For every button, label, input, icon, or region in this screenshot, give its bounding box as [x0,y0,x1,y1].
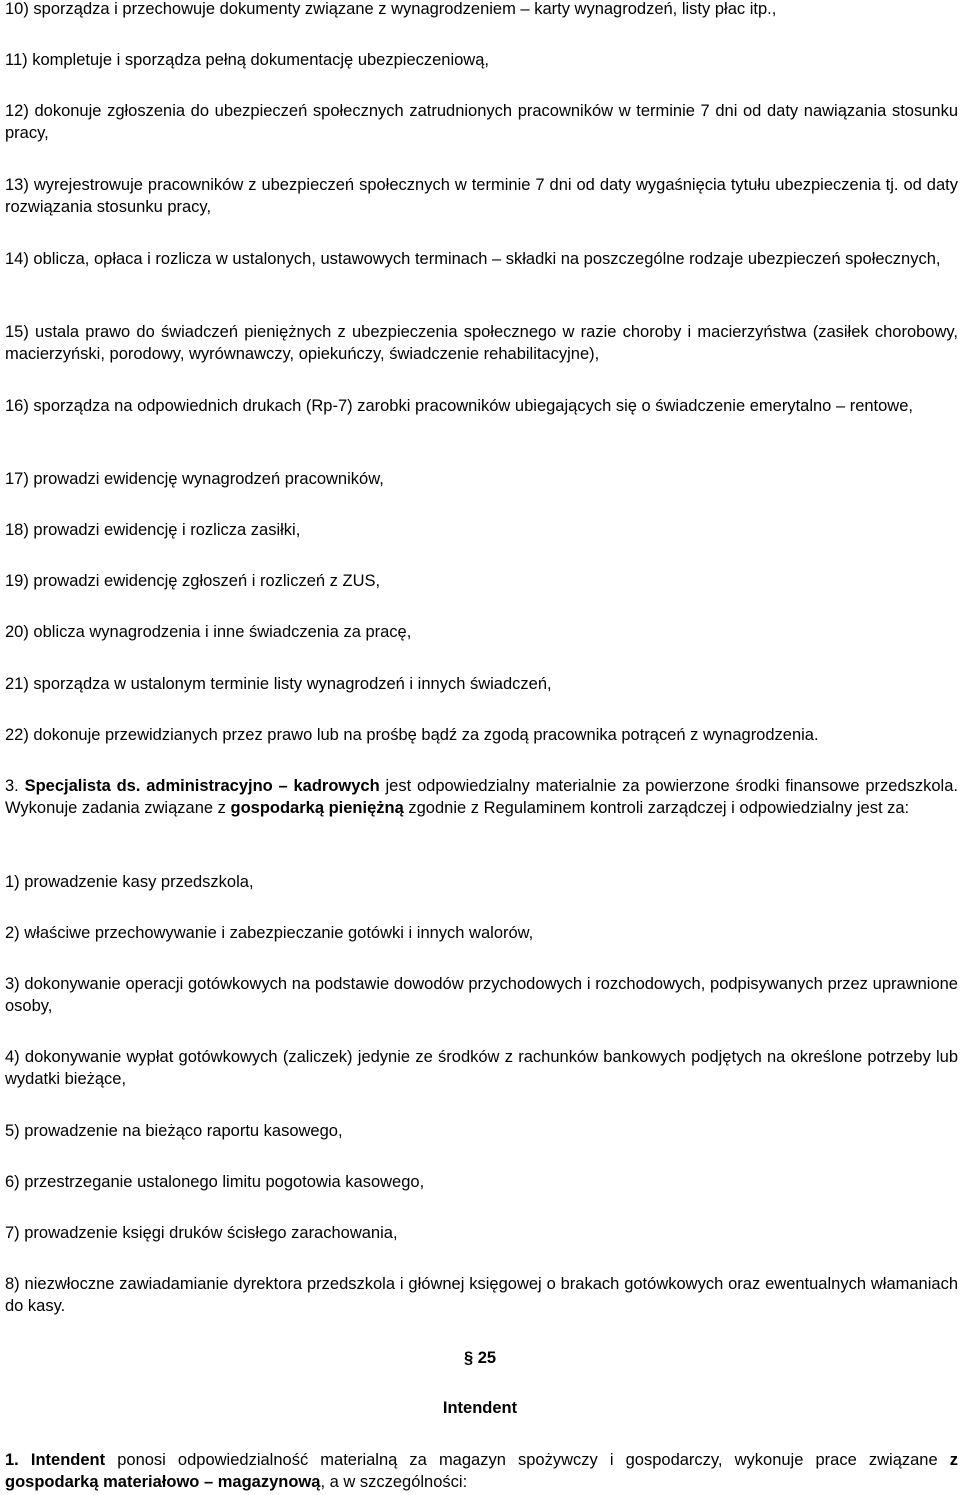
list-item: 19) prowadzi ewidencję zgłoszeń i rozliczeń z ZUS, [5,572,381,590]
duty-item: 3) dokonywanie operacji gotówkowych na podstawie dowodów przychodowych i rozchodowych, podpisywanych przez uprawnione osoby, [5,975,958,1015]
list-item: 10) sporządza i przechowuje dokumenty związane z wynagrodzeniem – karty wynagrodzeń, listy płac itp., [5,0,777,18]
section-text: ponosi odpowiedzialność materialną za magazyn spożywczy i gospodarczy, wykonuje prace związane [105,1451,950,1469]
list-item: 18) prowadzi ewidencję i rozlicza zasiłki, [5,521,301,539]
duty-item: 6) przestrzeganie ustalonego limitu pogotowia kasowego, [5,1173,425,1191]
list-item: 15) ustala prawo do świadczeń pieniężnych z ubezpieczenia społecznego w razie choroby i macierzyństwa (zasiłek chorobowy, macierzyński, porodowy, wyrównawczy, opiekuńczy, świadczenie rehabilitacyjne), [5,323,958,363]
emphasis-text: z gospodarką materiałowo – magazynową [5,1451,959,1491]
list-item: 21) sporządza w ustalonym terminie listy wynagrodzeń i innych świadczeń, [5,675,552,693]
paragraph-heading: § 25 [463,1349,497,1367]
list-item: 12) dokonuje zgłoszenia do ubezpieczeń społecznych zatrudnionych pracowników w terminie 7 dni od daty nawiązania stosunku pracy, [5,102,958,142]
list-item: 11) kompletuje i sporządza pełną dokumentację ubezpieczeniową, [5,51,489,69]
list-item: 14) oblicza, opłaca i rozlicza w ustalonych, ustawowych terminach – składki na poszczególne rodzaje ubezpieczeń społecznych, [5,250,941,268]
section-number: 1. [5,1451,19,1469]
role-title: Intendent [30,1451,106,1469]
section-text: , a w szczególności: [320,1473,468,1491]
list-item: 22) dokonuje przewidzianych przez prawo lub na prośbę bądź za zgodą pracownika potrąceń z wynagrodzenia. [5,726,819,744]
duty-item: 4) dokonywanie wypłat gotówkowych (zaliczek) jedynie ze środków z rachunków bankowych podjętych na określone potrzeby lub wydatki bieżące, [5,1048,958,1088]
section-title: Intendent [442,1399,518,1417]
list-item: 13) wyrejestrowuje pracowników z ubezpieczeń społecznych w terminie 7 dni od daty wygaśnięcia tytułu ubezpieczenia tj. od daty rozwiązania stosunku pracy, [5,176,958,216]
duty-item: 8) niezwłoczne zawiadamianie dyrektora przedszkola i głównej księgowej o brakach gotówkowych oraz ewentualnych włamaniach do kasy. [5,1275,958,1315]
emphasis-text: gospodarką pieniężną [230,799,404,817]
section-3-paragraph [5,775,958,819]
section-text: jest odpowiedzialny materialnie za powierzone środki finansowe przedszkola. Wykonuje zadania związane z [5,777,958,817]
section-1-paragraph [5,1449,958,1493]
role-title: Specjalista ds. administracyjno – kadrowych [24,777,380,795]
section-text: zgodnie z Regulaminem kontroli zarządczej i odpowiedzialny jest za: [403,799,910,817]
duty-item: 2) właściwe przechowywanie i zabezpieczanie gotówki i innych walorów, [5,924,534,942]
duty-item: 5) prowadzenie na bieżąco raportu kasowego, [5,1122,343,1140]
section-number: 3. [5,777,19,795]
list-item: 16) sporządza na odpowiednich drukach (Rp-7) zarobki pracowników ubiegających się o świadczenie emerytalno – rentowe, [5,397,913,415]
list-item: 17) prowadzi ewidencję wynagrodzeń pracowników, [5,470,384,488]
duty-item: 7) prowadzenie księgi druków ścisłego zarachowania, [5,1224,398,1242]
duty-item: 1) prowadzenie kasy przedszkola, [5,873,254,891]
list-item: 20) oblicza wynagrodzenia i inne świadczenia za pracę, [5,623,412,641]
